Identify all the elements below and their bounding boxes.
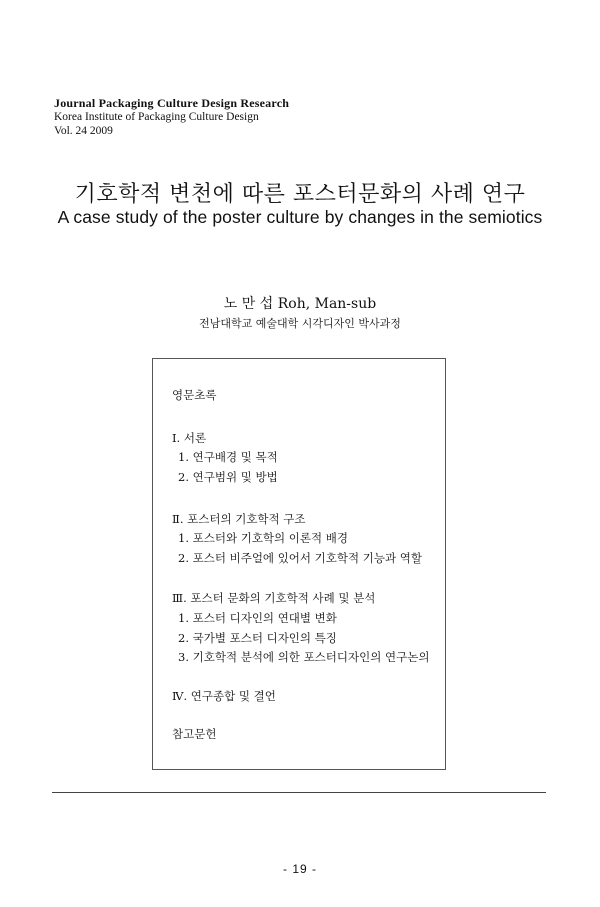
- toc-item-3-3: 3. 기호학적 분석에 의한 포스터디자인의 연구논의: [178, 650, 430, 664]
- journal-volume: Vol. 24 2009: [54, 125, 113, 137]
- toc-item-2-1: 1. 포스터와 기호학의 이론적 배경: [178, 531, 349, 545]
- table-of-contents: [152, 358, 446, 770]
- author-affiliation: 전남대학교 예술대학 시각디자인 박사과정: [199, 317, 401, 330]
- toc-item-3-2: 2. 국가별 포스터 디자인의 특징: [178, 631, 337, 645]
- toc-section-3: Ⅲ. 포스터 문화의 기호학적 사례 및 분석: [172, 591, 376, 605]
- journal-header: [54, 96, 289, 138]
- author-name: 노 만 섭 Roh, Man-sub: [223, 296, 377, 312]
- toc-section-2: Ⅱ. 포스터의 기호학적 구조: [172, 512, 306, 526]
- footer-divider: [52, 792, 546, 793]
- toc-item-1-2: 2. 연구범위 및 방법: [178, 470, 278, 484]
- toc-abstract: 영문초록: [172, 388, 217, 402]
- title-korean: 기호학적 변천에 따른 포스터문화의 사례 연구: [74, 182, 526, 207]
- toc-section-4: Ⅳ. 연구종합 및 결언: [172, 689, 276, 703]
- page-number: - 19 -: [282, 862, 317, 876]
- toc-item-1-1: 1. 연구배경 및 목적: [178, 450, 278, 464]
- journal-name: Journal Packaging Culture Design Research: [54, 96, 290, 110]
- title-english: A case study of the poster culture by changes in the semiotics: [57, 207, 543, 227]
- toc-section-1: Ⅰ. 서론: [172, 431, 207, 445]
- toc-item-3-1: 1. 포스터 디자인의 연대별 변화: [178, 611, 337, 625]
- journal-publisher: Korea Institute of Packaging Culture Design: [54, 111, 259, 123]
- toc-references: 참고문헌: [172, 727, 217, 741]
- toc-item-2-2: 2. 포스터 비주얼에 있어서 기호학적 기능과 역할: [178, 551, 422, 565]
